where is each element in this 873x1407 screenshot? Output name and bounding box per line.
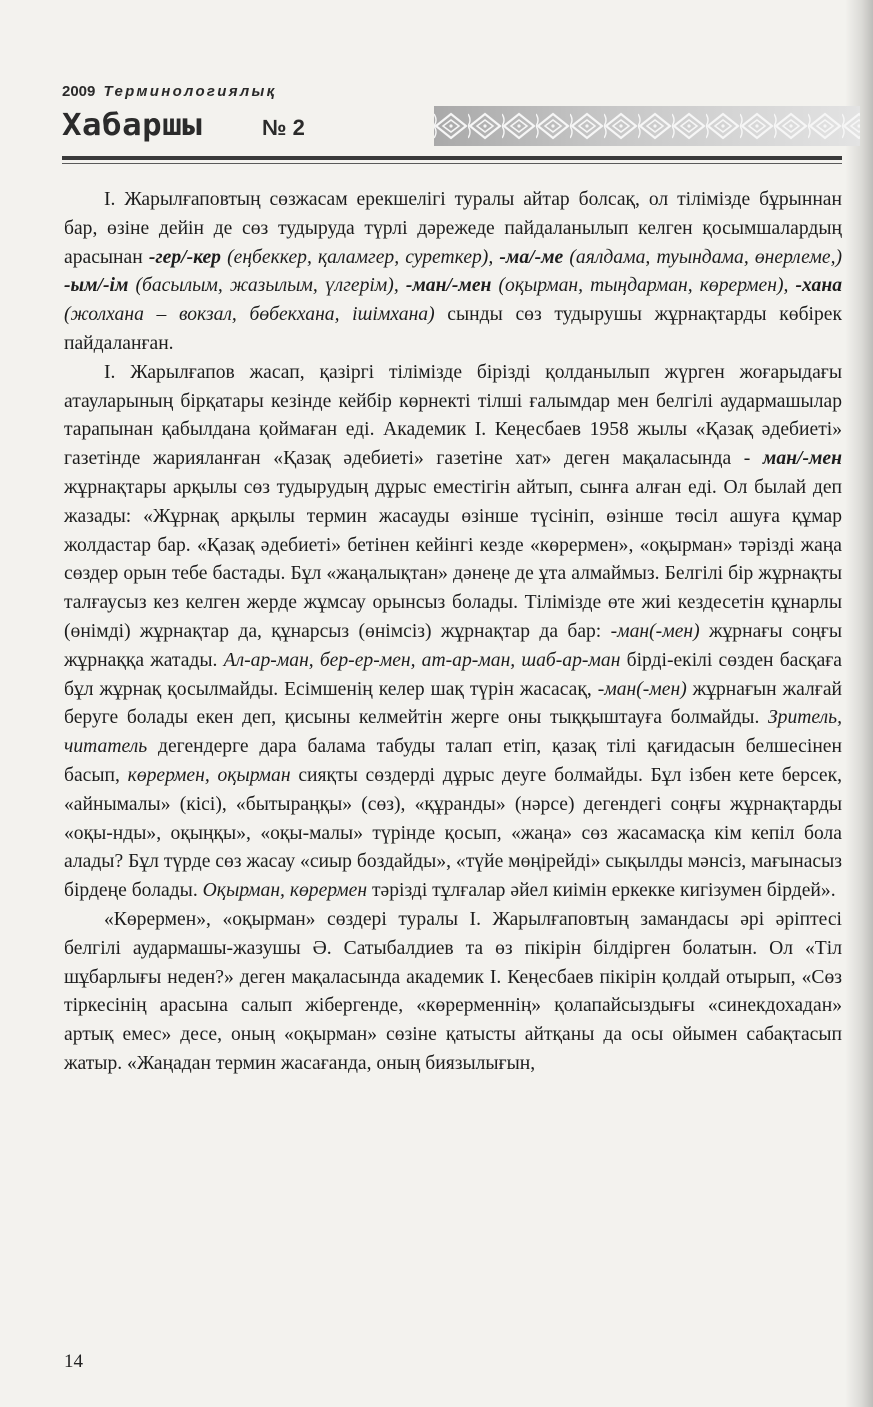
journal-header-top [62,82,842,102]
text-run: тәрізді тұлғалар әйел киімін еркекке кигізумен бірдей». [367,880,836,902]
italic-text: -ман(-мен) [610,620,700,642]
suffix-term: -хана [795,275,842,297]
italic-text: (оқырман, тыңдарман, көрермен), [491,275,796,297]
journal-year: 2009 [62,83,96,100]
text-run: І. Жарылғаповтың сөзжасам ерекшелігі туралы айтар болсақ, ол тілімізде бұрыннан бар, өзіне дейін де сөз тудыруда түрлі дәрежеде пайдаланылып келген қосымшалардың арасынан [64,189,842,268]
ornament-pattern-icon [434,106,860,146]
italic-text: Зритель, читатель [64,707,842,758]
journal-issue: № 2 [262,115,305,140]
page-edge-shadow [845,0,873,1407]
text-run: «Көрермен», «оқырман» сөздері туралы І. Жарылғаповтың замандасы әрі әріптесі белгілі аудармашы-жазушы Ә. Сатыбалдиев та өз пікірін білдірген болатын. Ол «Тіл шұбарлығы неден?» деген мақаласында академик І. Кеңесбаев пікірін қолдай отырып, «Сөз тіркесінің арасына салып жібергенде, «көрерменнің» қолапайсыздығы «синекдохадан» артық емес» десе, оның «оқырман» сөзіне қатысты айтқаны да осы ойымен сабақтасып жатыр. «Жаңадан термин жасағанда, оның биязылығын, [64,908,842,1074]
suffix-term: -гер/-кер [148,246,221,268]
italic-text: Ал-ар-ман, бер-ер-мен, ат-ар-ман, шаб-ар-ман [223,649,621,671]
paragraph [64,906,842,1079]
italic-text: Оқырман, көрермен [202,880,368,902]
journal-title-line2: Хабаршы [62,108,203,143]
suffix-term: -ма/-ме [499,246,564,268]
paragraph [64,186,842,359]
suffix-term: -ман/-мен [405,275,492,297]
italic-text: (еңбеккер, қаламгер, суреткер), [220,246,500,268]
text-run: сынды сөз тудырушы жұрнақтарды көбірек пайдаланған. [64,304,842,354]
header-rule-thick [62,156,842,160]
suffix-term: ман/-мен [762,448,842,470]
italic-text: -ман(-мен) [597,678,687,700]
journal-header [62,82,842,172]
italic-text: (аялдама, туындама, өнерлеме,) [563,246,843,268]
text-run: І. Жарылғапов жасап, қазіргі тілімізде бірізді қолданылып жүрген жоғарыдағы атауларының бірқатары кезінде кейбір көрнекті тілші ғалымдар мен белгілі аудармашылар тарапынан қабылдана қоймаған еді. Академик І. Кеңесбаев 1958 жылы «Қазақ әдебиеті» газетінде жарияланған «Қазақ әдебиеті» газетіне хат» деген мақаласында - [64,361,842,470]
article-body [64,186,842,1079]
italic-text: көрермен, оқырман [127,764,291,786]
header-rule-thin [62,163,842,164]
text-run: дегендерге дара балама табуды талап етіп, қазақ тілі қағидасын белшесінен басып, [64,736,842,786]
suffix-term: -ым/-ім [64,275,129,297]
text-run: бірді-екілі сөзден басқаға бұл жұрнақ қосылмайды. Есімшенің келер шақ түрін жасасақ, [64,649,842,700]
italic-text: (жолхана – вокзал, бөбекхана, ішімхана) [64,304,435,326]
paragraph [64,359,842,906]
text-run: жұрнағын жалғай беруге болады екен деп, қисыны келмейтін жерге оны тыққыштауға болмайды. [64,678,842,729]
text-run: жұрнақтары арқылы сөз тудырудың дұрыс еместігін айтып, сынға алған еді. Ол былай деп жазады: «Жұрнақ арқылы термин жасауды өзінше түсініп, өзінше төсіл ашуға құмар жолдастар бар. «Қазақ әдебиеті» бетінен кейінгі кезде «көрермен», «оқырман» тәрізді жаңа сөздер орын тебе бастады. Бұл «жаңалықтан» дәнеңе де ұта алмаймыз. Белгілі бір жұрнақты талғаусыз кез келген жерде жұмсау орынсыз болады. Тілімізде өте жиі кездесетін құнарлы (өнімді) жұрнақтар да, құнарсыз (өнімсіз) жұрнақтар да бар: [64,476,842,642]
journal-title-line1: Терминологиялық [103,83,277,100]
page-number: 14 [64,1351,83,1372]
text-run: жұрнағы соңғы жұрнаққа жатады. [64,620,842,671]
italic-text: (басылым, жазылым, үлгерім), [128,275,406,297]
ornament-band [434,106,860,146]
text-run: сияқты сөздерді дұрыс деуге болмайды. Бұл ізбен кете берсек, «айнымалы» (кісі), «бытыраңқы» (сөз), «құранды» (нәрсе) дегендегі соңғы жұрнақтарды «оқы-нды», оқыңқы», «оқы-малы» түрінде қосып, «жаңа» сөз жасамасқа кім кепіл бола алады? Бұл түрде сөз жасау «сиыр боздайды», «түйе мөңірейді» сықылды мәнсіз, мағынасыз бірдеңе болады. [64,764,842,902]
